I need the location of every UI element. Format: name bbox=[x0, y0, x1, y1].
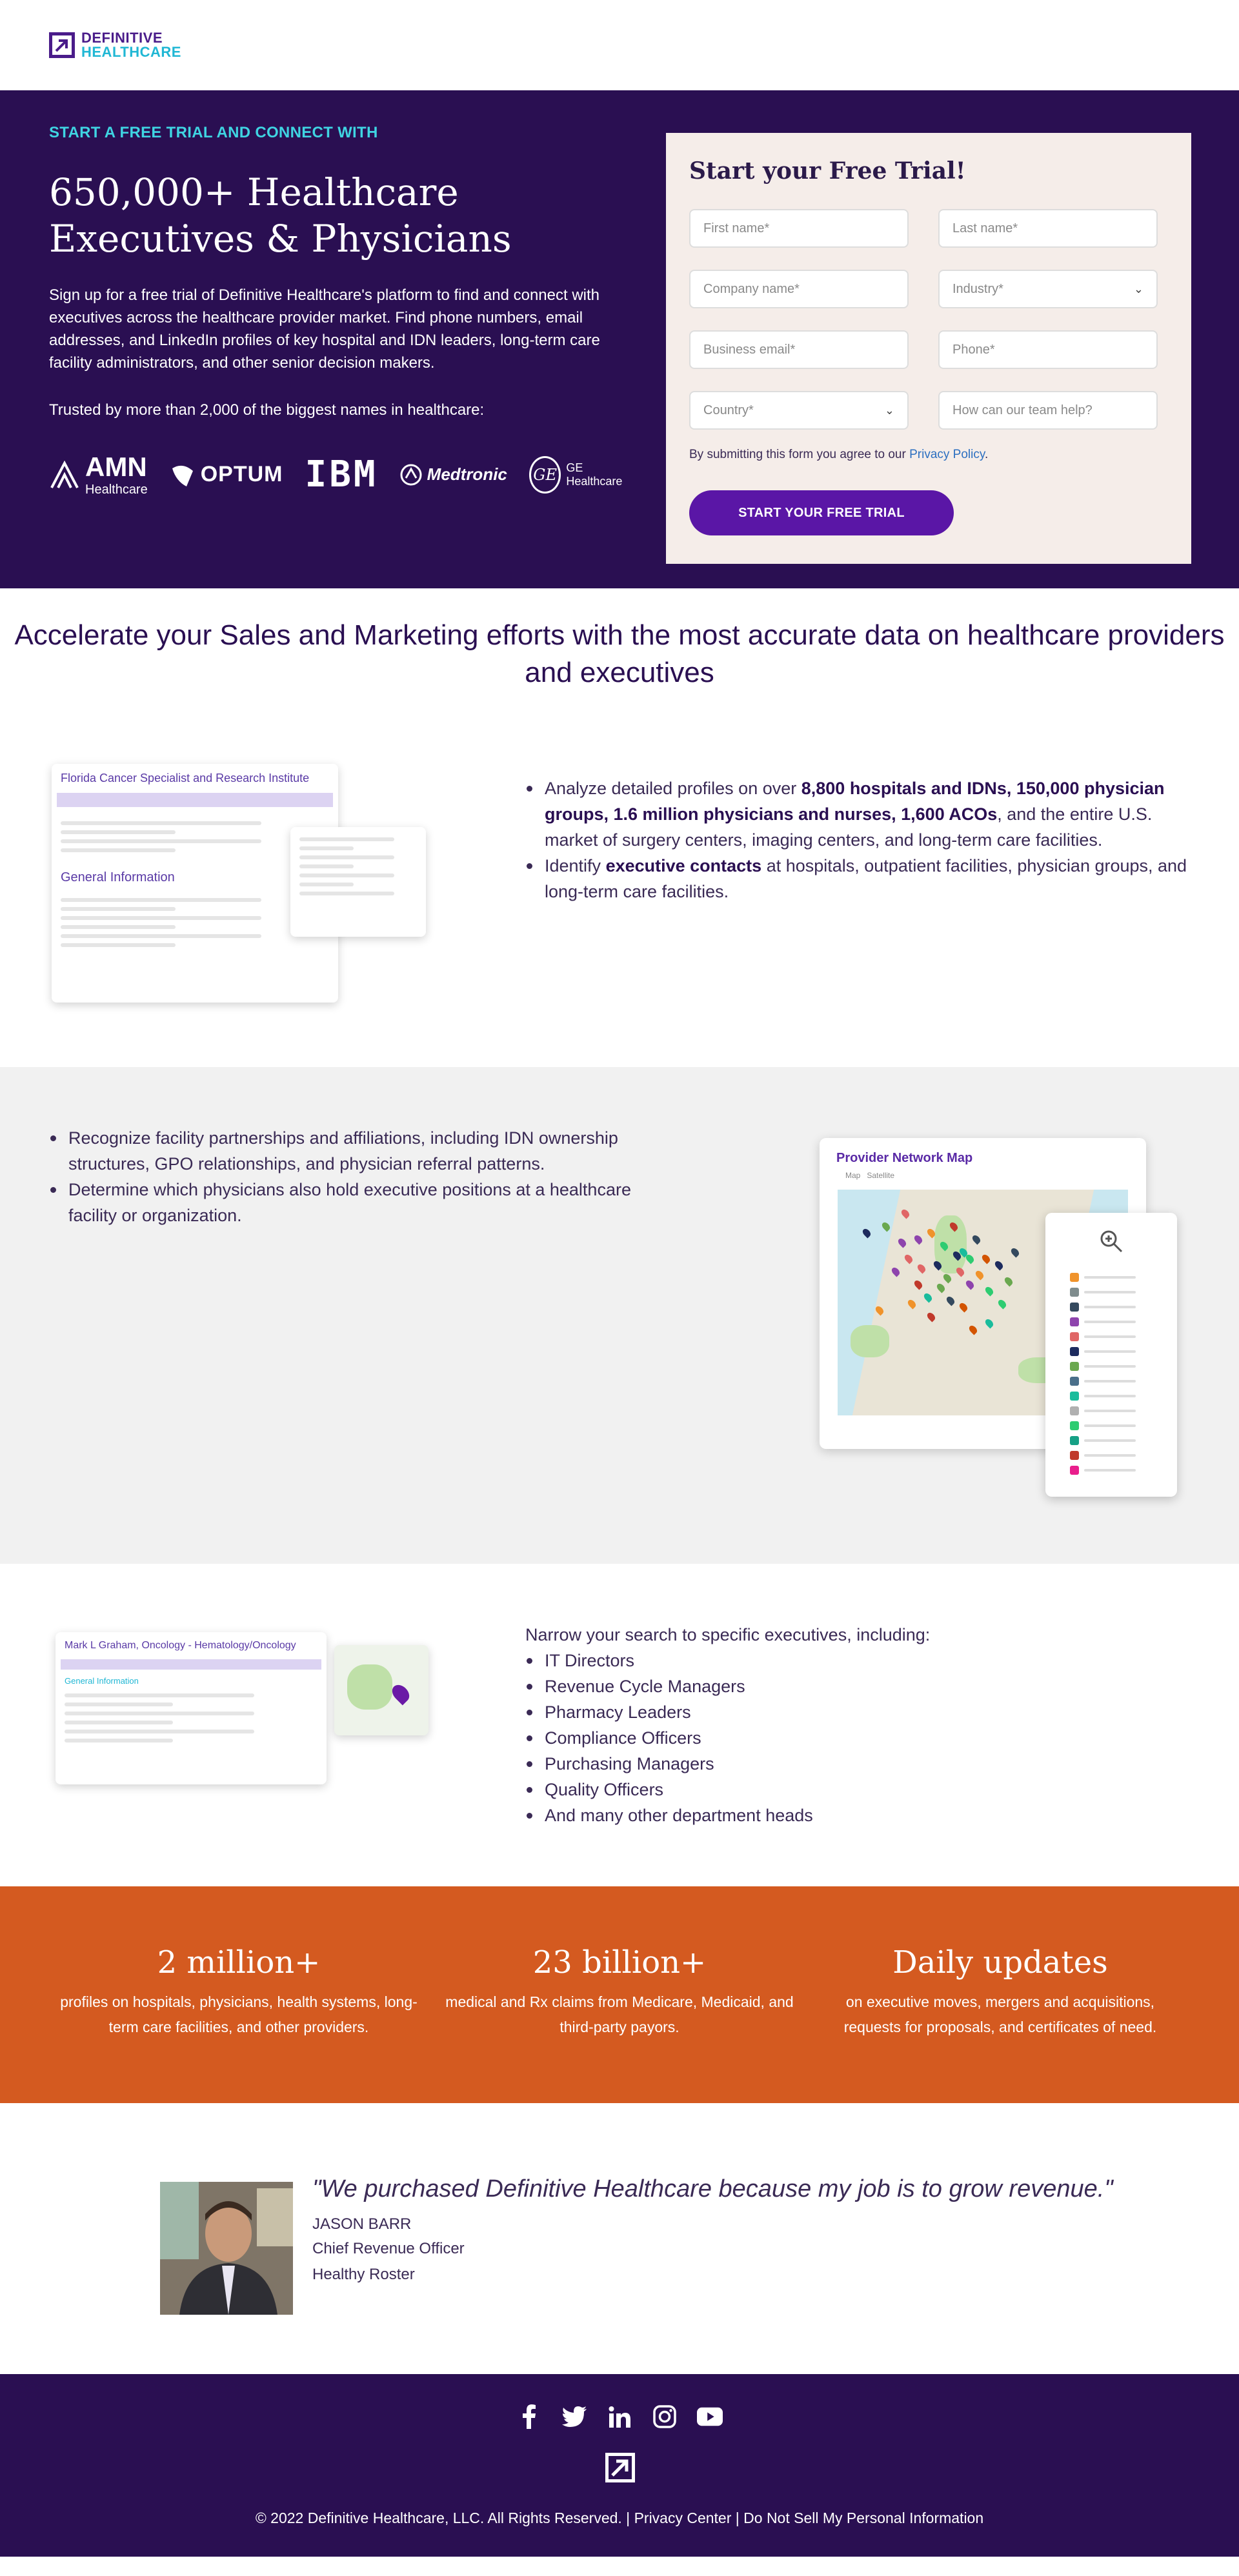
physician-mock-title: Mark L Graham, Oncology - Hematology/Oncology bbox=[65, 1640, 296, 1651]
list-item: Compliance Officers bbox=[525, 1725, 1171, 1751]
bullet-2-prefix: Identify bbox=[545, 856, 606, 875]
form-title: Start your Free Trial! bbox=[689, 157, 966, 185]
list-item: Determine which physicians also hold executive positions at a healthcare facility or organization. bbox=[49, 1177, 669, 1228]
mock-line bbox=[61, 821, 261, 825]
legend-row bbox=[1070, 1377, 1153, 1386]
map-park bbox=[347, 1664, 392, 1710]
mock-line bbox=[61, 907, 176, 911]
legend-row bbox=[1070, 1436, 1153, 1445]
consent-prefix: By submitting this form you agree to our bbox=[689, 448, 910, 461]
profiles-bullet-list bbox=[525, 775, 1194, 904]
instagram-icon[interactable] bbox=[652, 2404, 678, 2430]
mock-line bbox=[61, 943, 176, 947]
physician-map-thumbnail bbox=[334, 1645, 428, 1735]
mock-line bbox=[61, 839, 261, 843]
testimonial-quote: "We purchased Definitive Healthcare because my job is to grow revenue." bbox=[312, 2175, 1113, 2202]
last-name-input[interactable] bbox=[952, 221, 1143, 236]
mock-line bbox=[299, 892, 394, 895]
chevron-down-icon: ⌄ bbox=[1133, 282, 1143, 295]
hero-section bbox=[0, 90, 1239, 588]
mock-line bbox=[61, 848, 176, 852]
footer-legal: © 2022 Definitive Healthcare, LLC. All Rights Reserved. | Privacy Center | Do Not Sell My Personal Information bbox=[255, 2510, 984, 2526]
phone-input[interactable] bbox=[952, 343, 1143, 357]
feature-affiliations-section bbox=[0, 1067, 1239, 1564]
legend-label-placeholder bbox=[1084, 1395, 1136, 1397]
legend-swatch bbox=[1070, 1421, 1079, 1430]
profile-mock-section: General Information bbox=[61, 870, 175, 884]
legend-label-placeholder bbox=[1084, 1380, 1136, 1383]
stat-description: profiles on hospitals, physicians, health systems, long-term care facilities, and other providers. bbox=[60, 1993, 418, 2035]
map-legend-card bbox=[1045, 1213, 1177, 1497]
stat-value: 23 billion+ bbox=[532, 1944, 707, 1981]
legend-label-placeholder bbox=[1084, 1454, 1136, 1457]
medtronic-label: Medtronic bbox=[427, 464, 507, 484]
business-email-field[interactable] bbox=[689, 330, 909, 369]
bullet-2-suffix: at hospitals, outpatient facilities, physician groups, and long-term care facilities. bbox=[545, 856, 1187, 901]
stat-value: 2 million+ bbox=[157, 1944, 321, 1981]
zoom-icon[interactable] bbox=[1070, 1228, 1153, 1257]
ge-healthcare-logo bbox=[529, 456, 630, 494]
mock-line bbox=[65, 1721, 173, 1724]
executives-intro: Narrow your search to specific executives, including: bbox=[525, 1625, 931, 1644]
logo-line-1: DEFINITIVE bbox=[81, 30, 163, 46]
bullet-2-bold: executive contacts bbox=[605, 856, 762, 875]
mock-line bbox=[299, 855, 394, 859]
legend-swatch bbox=[1070, 1332, 1079, 1341]
medtronic-logo bbox=[400, 464, 507, 486]
hero-eyebrow: START A FREE TRIAL AND CONNECT WITH bbox=[49, 124, 378, 141]
stat-updates bbox=[820, 1944, 1181, 2040]
copyright-text: © 2022 Definitive Healthcare, LLC. All Rights Reserved. bbox=[255, 2510, 622, 2526]
accelerate-heading: Accelerate your Sales and Marketing efforts with the most accurate data on healthcare providers and executives bbox=[14, 619, 1225, 688]
profile-mock-title: Florida Cancer Specialist and Research Institute bbox=[61, 772, 310, 784]
stats-section bbox=[0, 1886, 1239, 2103]
company-name-input[interactable] bbox=[703, 282, 894, 297]
country-select-value: Country* bbox=[703, 403, 754, 417]
legend-label-placeholder bbox=[1084, 1350, 1136, 1353]
stat-profiles bbox=[58, 1944, 419, 2040]
legend-swatch bbox=[1070, 1466, 1079, 1475]
legend-swatch bbox=[1070, 1406, 1079, 1415]
legend-swatch bbox=[1070, 1288, 1079, 1297]
youtube-icon[interactable] bbox=[697, 2404, 723, 2430]
logo-arrow-icon bbox=[49, 32, 75, 58]
map-tab-satellite[interactable]: Satellite bbox=[867, 1171, 895, 1180]
country-select[interactable] bbox=[689, 391, 909, 430]
bullet-1-prefix: Analyze detailed profiles on over bbox=[545, 779, 801, 798]
mock-line bbox=[61, 925, 176, 929]
do-not-sell-link[interactable]: Do Not Sell My Personal Information bbox=[743, 2510, 984, 2526]
mock-line bbox=[65, 1693, 254, 1697]
testimonial-company: Healthy Roster bbox=[312, 2266, 415, 2283]
legend-row bbox=[1070, 1332, 1153, 1341]
facebook-icon[interactable] bbox=[516, 2404, 542, 2430]
mock-line bbox=[61, 830, 176, 834]
mock-line bbox=[61, 916, 261, 920]
legend-swatch bbox=[1070, 1317, 1079, 1326]
brand-logos bbox=[49, 452, 630, 497]
optum-mark-icon bbox=[170, 462, 196, 488]
mock-line bbox=[299, 864, 354, 868]
bullet-1-suffix: , and the entire U.S. market of surgery centers, imaging centers, and long-term care facilities. bbox=[545, 804, 1153, 850]
chevron-down-icon: ⌄ bbox=[884, 403, 894, 417]
testimonial-role: Chief Revenue Officer bbox=[312, 2240, 465, 2257]
industry-select-value: Industry* bbox=[952, 281, 1003, 296]
privacy-policy-link[interactable]: Privacy Policy bbox=[909, 448, 985, 461]
legend-label-placeholder bbox=[1084, 1424, 1136, 1427]
mock-line bbox=[65, 1739, 173, 1742]
industry-select[interactable] bbox=[938, 270, 1158, 308]
amn-healthcare-logo bbox=[49, 452, 148, 497]
mock-line bbox=[299, 837, 394, 841]
amn-label: AMN bbox=[85, 452, 147, 482]
list-item bbox=[525, 853, 1194, 904]
legend-row bbox=[1070, 1451, 1153, 1460]
twitter-icon[interactable] bbox=[561, 2404, 587, 2430]
first-name-input[interactable] bbox=[703, 221, 894, 236]
physician-mock-section: General Information bbox=[65, 1676, 139, 1686]
consent-suffix: . bbox=[984, 448, 989, 461]
legend-swatch bbox=[1070, 1377, 1079, 1386]
company-name-field[interactable] bbox=[689, 270, 909, 308]
map-pin-icon[interactable] bbox=[861, 1228, 872, 1239]
legend-row bbox=[1070, 1347, 1153, 1356]
trusted-by-text: Trusted by more than 2,000 of the biggest names in healthcare: bbox=[49, 401, 485, 419]
map-tab-map[interactable]: Map bbox=[845, 1171, 861, 1180]
medtronic-mark-icon bbox=[400, 464, 422, 486]
ge-monogram-icon: GE bbox=[529, 456, 561, 494]
last-name-field[interactable] bbox=[938, 209, 1158, 248]
legend-label-placeholder bbox=[1084, 1439, 1136, 1442]
legend-row bbox=[1070, 1288, 1153, 1297]
legend-row bbox=[1070, 1421, 1153, 1430]
legend-label-placeholder bbox=[1084, 1321, 1136, 1323]
profile-mock-tabs bbox=[57, 793, 333, 807]
mock-line bbox=[299, 846, 354, 850]
footer-logo-icon[interactable] bbox=[605, 2453, 635, 2482]
physician-mock-tabs bbox=[61, 1659, 321, 1670]
mock-line bbox=[65, 1712, 254, 1715]
consent-text bbox=[689, 448, 1168, 462]
list-item: Pharmacy Leaders bbox=[525, 1699, 1171, 1725]
legend-swatch bbox=[1070, 1273, 1079, 1282]
list-item: Purchasing Managers bbox=[525, 1751, 1171, 1777]
ge-label: GE Healthcare bbox=[566, 461, 623, 488]
logo-line-2: HEALTHCARE bbox=[81, 44, 181, 60]
business-email-input[interactable] bbox=[703, 343, 894, 357]
legend-swatch bbox=[1070, 1392, 1079, 1401]
executives-list bbox=[525, 1648, 1171, 1828]
testimonial-name: JASON BARR bbox=[312, 2215, 412, 2233]
legend-swatch bbox=[1070, 1362, 1079, 1371]
optum-logo bbox=[170, 462, 283, 488]
physician-profile-screenshot bbox=[55, 1632, 327, 1784]
amn-sub-label: Healthcare bbox=[85, 483, 148, 497]
testimonial-section bbox=[0, 2103, 1239, 2374]
feature-executives-section bbox=[0, 1564, 1239, 1886]
legend-label-placeholder bbox=[1084, 1469, 1136, 1472]
top-header bbox=[0, 0, 1239, 90]
legend-row bbox=[1070, 1362, 1153, 1371]
legend-label-placeholder bbox=[1084, 1306, 1136, 1308]
legend-swatch bbox=[1070, 1436, 1079, 1445]
list-item: Revenue Cycle Managers bbox=[525, 1673, 1171, 1699]
map-title: Provider Network Map bbox=[836, 1151, 973, 1165]
start-free-trial-button[interactable]: START YOUR FREE TRIAL bbox=[689, 490, 954, 535]
legend-row bbox=[1070, 1406, 1153, 1415]
legend-label-placeholder bbox=[1084, 1335, 1136, 1338]
map-legend bbox=[1070, 1273, 1153, 1475]
definitive-healthcare-logo[interactable] bbox=[49, 31, 181, 59]
bullet-1-bold: 8,800 hospitals and IDNs, 150,000 physician groups, 1.6 million physicians and nurses, 1,600 ACOs bbox=[545, 779, 1165, 824]
legend-row bbox=[1070, 1303, 1153, 1312]
list-item: Recognize facility partnerships and affiliations, including IDN ownership structures, GPO relationships, and physician referral patterns. bbox=[49, 1125, 669, 1177]
site-footer bbox=[0, 2374, 1239, 2557]
profile-stats-popout bbox=[290, 827, 426, 937]
amn-mark-icon bbox=[49, 459, 80, 490]
mock-line bbox=[65, 1730, 254, 1733]
social-links bbox=[0, 2404, 1239, 2430]
stat-claims bbox=[439, 1944, 800, 2040]
legend-swatch bbox=[1070, 1303, 1079, 1312]
ibm-logo: IBM bbox=[305, 454, 378, 495]
hero-description: Sign up for a free trial of Definitive Healthcare's platform to find and connect with executives across the healthcare provider market. Find phone numbers, email addresses, and LinkedIn profiles of key hospital and IDN leaders, long-term care facility administrators, and other senior decision makers. bbox=[49, 286, 600, 372]
legend-swatch bbox=[1070, 1347, 1079, 1356]
mock-line bbox=[61, 934, 261, 938]
map-pin-icon bbox=[389, 1682, 413, 1706]
legend-swatch bbox=[1070, 1451, 1079, 1460]
list-item: Quality Officers bbox=[525, 1777, 1171, 1802]
first-name-field[interactable] bbox=[689, 209, 909, 248]
list-item: IT Directors bbox=[525, 1648, 1171, 1673]
stat-description: medical and Rx claims from Medicare, Medicaid, and third-party payors. bbox=[445, 1993, 794, 2035]
optum-label: OPTUM bbox=[200, 462, 283, 486]
testimonial-photo bbox=[160, 2182, 293, 2315]
feature-profiles-section bbox=[0, 711, 1239, 1067]
legend-row bbox=[1070, 1317, 1153, 1326]
privacy-center-link[interactable]: Privacy Center bbox=[634, 2510, 732, 2526]
map-tabs bbox=[820, 1171, 1146, 1180]
list-item: And many other department heads bbox=[525, 1802, 1171, 1828]
linkedin-icon[interactable] bbox=[607, 2404, 632, 2430]
legend-row bbox=[1070, 1273, 1153, 1282]
hero-title: 650,000+ Healthcare Executives & Physicians bbox=[49, 170, 512, 261]
mock-line bbox=[61, 898, 261, 902]
legend-row bbox=[1070, 1392, 1153, 1401]
stat-description: on executive moves, mergers and acquisitions, requests for proposals, and certificates of need. bbox=[843, 1993, 1157, 2035]
stat-value: Daily updates bbox=[892, 1944, 1108, 1981]
team-help-input[interactable] bbox=[952, 403, 1143, 418]
list-item bbox=[525, 775, 1194, 853]
legend-label-placeholder bbox=[1084, 1291, 1136, 1293]
map-pin-icon[interactable] bbox=[881, 1221, 892, 1232]
legend-label-placeholder bbox=[1084, 1410, 1136, 1412]
legend-label-placeholder bbox=[1084, 1365, 1136, 1368]
legend-label-placeholder bbox=[1084, 1276, 1136, 1279]
mock-line bbox=[65, 1702, 173, 1706]
map-park bbox=[851, 1325, 889, 1357]
mock-line bbox=[299, 883, 354, 886]
mock-line bbox=[299, 874, 394, 877]
free-trial-form bbox=[666, 133, 1191, 564]
legend-row bbox=[1070, 1466, 1153, 1475]
phone-field[interactable] bbox=[938, 330, 1158, 369]
team-help-field[interactable] bbox=[938, 391, 1158, 430]
profile-mock-subhead bbox=[52, 807, 338, 816]
affiliations-bullet-list bbox=[49, 1125, 669, 1228]
